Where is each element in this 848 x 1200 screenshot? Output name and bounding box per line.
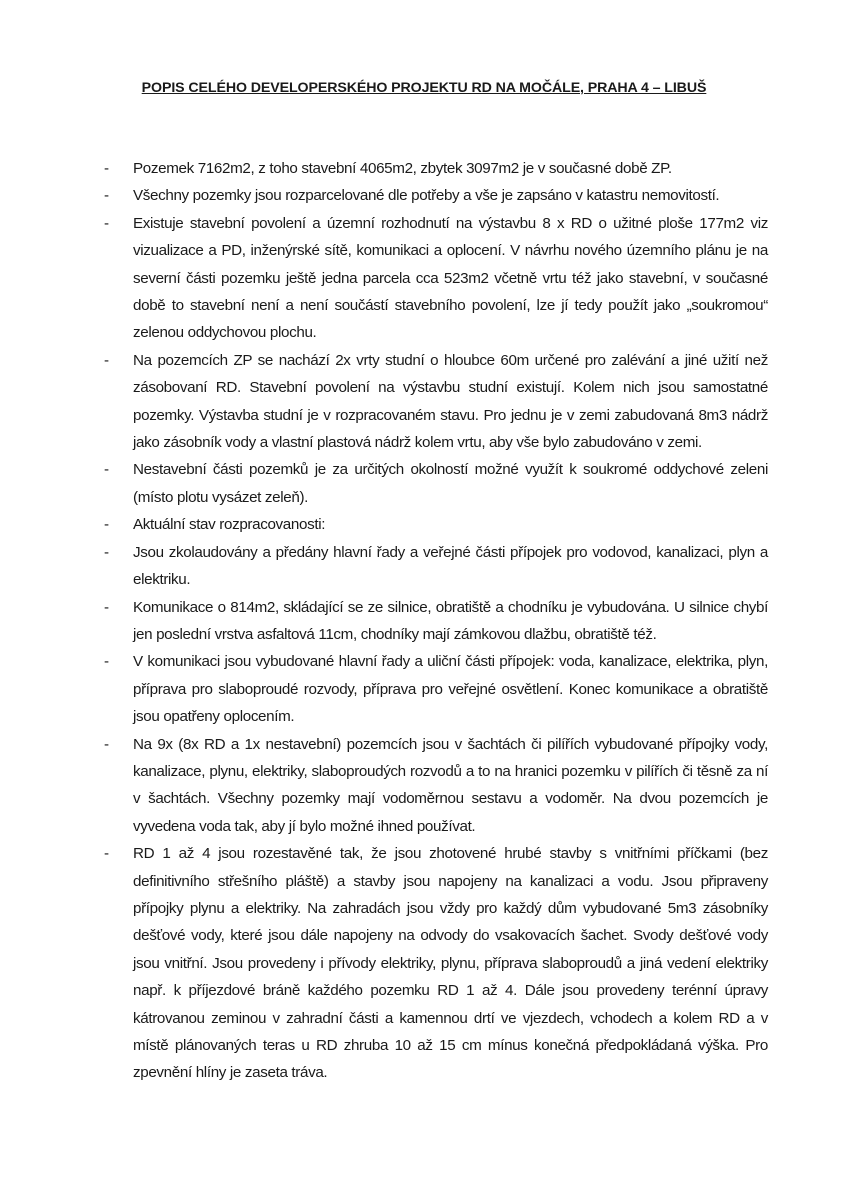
dash-bullet-icon: -: [104, 187, 109, 205]
dash-bullet-icon: -: [104, 543, 109, 561]
list-item-text: Všechny pozemky jsou rozparcelované dle potřeby a vše je zapsáno v katastru nemovitostí.: [133, 187, 720, 205]
dash-bullet-icon: -: [104, 516, 109, 534]
dash-bullet-icon: -: [104, 845, 109, 863]
list-item-text: V komunikaci jsou vybudované hlavní řady a uliční části přípojek: voda, kanalizace, elektrika, plyn, příprava pro slaboproudé rozvody, příprava pro veřejné osvětlení. Konec komunikace a obratiště jsou opatřeny oplocením.: [133, 653, 768, 726]
dash-bullet-icon: -: [104, 461, 109, 479]
list-item-text: Na pozemcích ZP se nachází 2x vrty studní o hloubce 60m určené pro zalévání a jiné užití než zásobovaní RD. Stavební povolení na výstavbu studní existují. Kolem nich jsou samostatné pozemky. Výstavba studní je v rozpracovaném stavu. Pro jednu je v zemi zabudovaná 8m3 nádrž jako zásobník vody a vlastní plastová nádrž kolem vrtu, aby vše bylo zabudováno v zemi.: [133, 351, 768, 452]
dash-bullet-icon: -: [104, 351, 109, 369]
list-item: [104, 182, 768, 209]
bullet-list: [104, 155, 768, 1087]
dash-bullet-icon: -: [104, 598, 109, 616]
document-title: POPIS CELÉHO DEVELOPERSKÉHO PROJEKTU RD NA MOČÁLE, PRAHA 4 – LIBUŠ: [141, 80, 707, 96]
list-item-text: Nestavební části pozemků je za určitých okolností možné využít k soukromé oddychové zeleni (místo plotu vysázet zeleň).: [133, 461, 768, 506]
dash-bullet-icon: -: [104, 735, 109, 753]
list-item: [104, 731, 768, 841]
list-item: [104, 539, 768, 594]
list-item: [104, 511, 768, 538]
list-item-text: Na 9x (8x RD a 1x nestavební) pozemcích jsou v šachtách či pilířích vybudované přípojky vody, kanalizace, plynu, elektriky, slaboproudých rozvodů a to na hranici pozemku v pilířích či těsně za ní v šachtách. Všechny pozemky mají vodoměrnou sestavu a vodoměr. Na dvou pozemcích je vyvedena voda tak, aby jí bylo možné ihned používat.: [133, 735, 768, 835]
list-item-text: Komunikace o 814m2, skládající se ze silnice, obratiště a chodníku je vybudována. U silnice chybí jen poslední vrstva asfaltová 11cm, chodníky mají zámkovou dlažbu, obratiště též.: [133, 598, 768, 643]
list-item: [104, 594, 768, 649]
list-item: [104, 456, 768, 511]
list-item-text: Jsou zkolaudovány a předány hlavní řady a veřejné části přípojek pro vodovod, kanalizaci, plyn a elektriku.: [133, 543, 768, 589]
dash-bullet-icon: -: [104, 160, 109, 177]
dash-bullet-icon: -: [104, 214, 109, 232]
dash-bullet-icon: -: [104, 653, 109, 671]
list-item-text: Pozemek 7162m2, z toho stavební 4065m2, zbytek 3097m2 je v současné době ZP.: [133, 160, 672, 177]
list-item-text: RD 1 až 4 jsou rozestavěné tak, že jsou zhotovené hrubé stavby s vnitřními příčkami (bez definitivního střešního pláště) a stavby jsou napojeny na kanalizaci a vodu. Jsou připraveny přípojky plynu a elektriky. Na zahradách jsou vždy pro každý dům vybudované 5m3 zásobníky dešťové vody, které jsou dále napojeny na odvody do vsakovacích šachet. Svody dešťové vody jsou vnitřní. Jsou provedeny i přívody elektriky, plynu, příprava slaboproudů a jiná vedení elektriky např. k příjezdové bráně každého pozemku RD 1 až 4. Dále jsou provedeny terénní úpravy kátrovanou zeminou v zahradní části a kamennou drtí ve vjezdech, vchodech a kolem RD a v místě plánovaných teras u RD zhruba 10 až 15 cm mínus konečná předpokládaná výška. Pro zpevnění hlíny je zaseta tráva.: [133, 845, 768, 1082]
list-item: [104, 347, 768, 457]
list-item: [104, 210, 768, 347]
list-item: [104, 155, 768, 182]
list-item: [104, 648, 768, 730]
list-item: [104, 840, 768, 1087]
list-item-text: Existuje stavební povolení a územní rozhodnutí na výstavbu 8 x RD o užitné ploše 177m2 viz vizualizace a PD, inženýrské sítě, komunikaci a oplocení. V návrhu nového územního plánu je na severní části pozemku ještě jedna parcela cca 523m2 včetně vrtu též jako stavební, v současné době to stavební není a není součástí stavebního povolení, lze jí tedy použít jako „soukromou“ zelenou oddychovou plochu.: [133, 214, 768, 342]
list-item-text: Aktuální stav rozpracovanosti:: [133, 516, 326, 534]
